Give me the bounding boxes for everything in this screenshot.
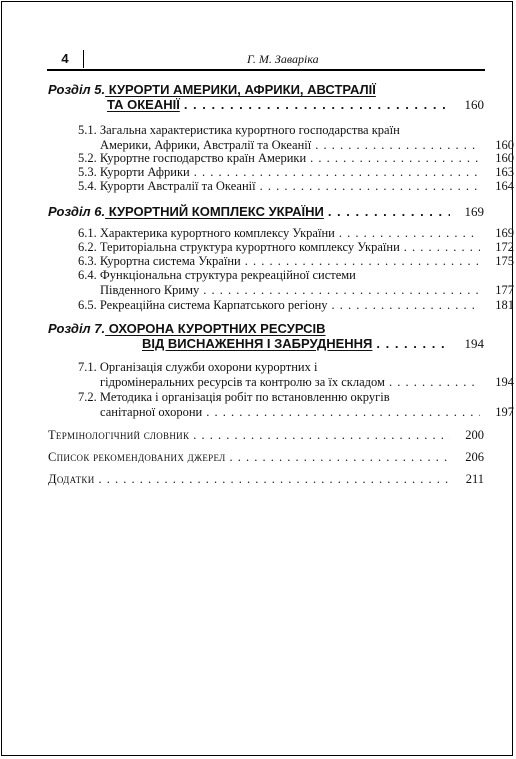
toc-item-label-cont: Південного Криму bbox=[100, 283, 200, 297]
toc-item-5-1[interactable] bbox=[48, 123, 514, 153]
toc-item-label: Термінологічний словник bbox=[48, 428, 190, 442]
chapter-title-cont: ВІД ВИСНАЖЕННЯ І ЗАБРУДНЕННЯ bbox=[142, 336, 373, 351]
toc-item-label: 6.1. Характерика курортного комплексу України bbox=[78, 226, 335, 240]
dot-leader bbox=[194, 165, 480, 180]
chapter-title: КУРОРТНИЙ КОМПЛЕКС УКРАЇНИ bbox=[105, 204, 324, 219]
dot-leader bbox=[203, 283, 480, 298]
toc-page-number: 194 bbox=[495, 375, 514, 389]
toc-references[interactable] bbox=[48, 450, 484, 465]
running-header bbox=[47, 50, 485, 68]
toc-page-number: 181 bbox=[495, 298, 514, 312]
toc-item-label: 7.1. Організація служби охорони курортних і bbox=[78, 360, 318, 374]
toc-item-label: 6.2. Територіальна структура курортного комплексу України bbox=[78, 240, 400, 254]
chapter-title: КУРОРТИ АМЕРИКИ, АФРИКИ, АВСТРАЛІЇ bbox=[105, 82, 376, 97]
dot-leader bbox=[206, 405, 480, 420]
toc-item-label: Додатки bbox=[48, 472, 95, 486]
dot-leader bbox=[260, 179, 480, 194]
dot-leader bbox=[310, 151, 480, 166]
toc-page-number: 164 bbox=[495, 179, 514, 193]
toc-item-6-1[interactable] bbox=[48, 226, 514, 241]
toc-page-number: 160 bbox=[495, 151, 514, 165]
toc-page-number: 194 bbox=[464, 336, 484, 351]
toc-item-label: 6.3. Курортна система України bbox=[78, 254, 241, 268]
toc-item-label: 6.4. Функціональна структура рекреаційної системи bbox=[78, 268, 356, 282]
dot-leader bbox=[376, 336, 450, 351]
dot-leader bbox=[193, 428, 450, 443]
dot-leader bbox=[230, 450, 450, 465]
chapter-title-cont: ТА ОКЕАНІЇ bbox=[107, 97, 180, 112]
toc-item-label: Список рекомендованих джерел bbox=[48, 450, 226, 464]
toc-item-label: 5.2. Курортне господарство країн Америки bbox=[78, 151, 307, 165]
toc-glossary[interactable] bbox=[48, 428, 484, 443]
toc-item-6-4[interactable] bbox=[48, 268, 514, 298]
dot-leader bbox=[245, 254, 480, 269]
header-rule bbox=[47, 69, 485, 71]
toc-item-6-2[interactable] bbox=[48, 240, 514, 255]
toc-item-7-2[interactable] bbox=[48, 390, 514, 420]
toc-page-number: 169 bbox=[495, 226, 514, 240]
toc-item-label-cont: санітарної охорони bbox=[100, 405, 203, 419]
toc-page-number: 163 bbox=[495, 165, 514, 179]
dot-leader bbox=[184, 97, 450, 112]
toc-appendices[interactable] bbox=[48, 472, 484, 487]
toc-page-number: 172 bbox=[495, 240, 514, 254]
toc-page-number: 160 bbox=[464, 97, 484, 112]
running-header-author: Г. М. Заваріка bbox=[247, 52, 319, 66]
toc-item-7-1[interactable] bbox=[48, 360, 514, 390]
toc-item-label-cont: Америки, Африки, Австралії та Океанії bbox=[100, 138, 312, 152]
dot-leader bbox=[99, 472, 450, 487]
toc-page-number: 200 bbox=[465, 428, 484, 442]
toc-page-number: 169 bbox=[464, 204, 484, 219]
dot-leader bbox=[389, 375, 480, 390]
toc-item-label: 6.5. Рекреаційна система Карпатського регіону bbox=[78, 298, 328, 312]
toc-item-5-2[interactable] bbox=[48, 151, 514, 166]
chapter-prefix: Розділ 6. bbox=[48, 204, 106, 219]
toc-page-number: 175 bbox=[495, 254, 514, 268]
toc-item-label: 7.2. Методика і організація робіт по встановленню округів bbox=[78, 390, 390, 404]
toc-chapter-7[interactable] bbox=[48, 321, 484, 351]
toc-item-5-3[interactable] bbox=[48, 165, 514, 180]
chapter-prefix: Розділ 5. bbox=[48, 82, 106, 97]
dot-leader bbox=[404, 240, 480, 255]
page-number: 4 bbox=[47, 50, 84, 68]
toc-chapter-6[interactable] bbox=[48, 204, 484, 219]
toc-chapter-5[interactable] bbox=[48, 82, 484, 112]
toc-item-label: 5.3. Курорти Африки bbox=[78, 165, 190, 179]
dot-leader bbox=[339, 226, 480, 241]
toc-item-label-cont: гідромінеральних ресурсів та контролю за їх складом bbox=[100, 375, 385, 389]
toc-page-number: 177 bbox=[495, 283, 514, 297]
toc-page-number: 197 bbox=[495, 405, 514, 419]
chapter-title: ОХОРОНА КУРОРТНИХ РЕСУРСІВ bbox=[105, 321, 326, 336]
toc-page-number: 160 bbox=[495, 138, 514, 152]
chapter-prefix: Розділ 7. bbox=[48, 321, 106, 336]
toc-item-label: 5.4. Курорти Австралії та Океанії bbox=[78, 179, 256, 193]
toc-item-6-5[interactable] bbox=[48, 298, 514, 313]
toc-item-5-4[interactable] bbox=[48, 179, 514, 194]
toc-item-6-3[interactable] bbox=[48, 254, 514, 269]
toc-item-label: 5.1. Загальна характеристика курортного господарства країн bbox=[78, 123, 400, 137]
dot-leader bbox=[332, 298, 480, 313]
dot-leader bbox=[328, 204, 450, 219]
toc-page-number: 211 bbox=[465, 472, 484, 486]
toc-page-number: 206 bbox=[465, 450, 484, 464]
